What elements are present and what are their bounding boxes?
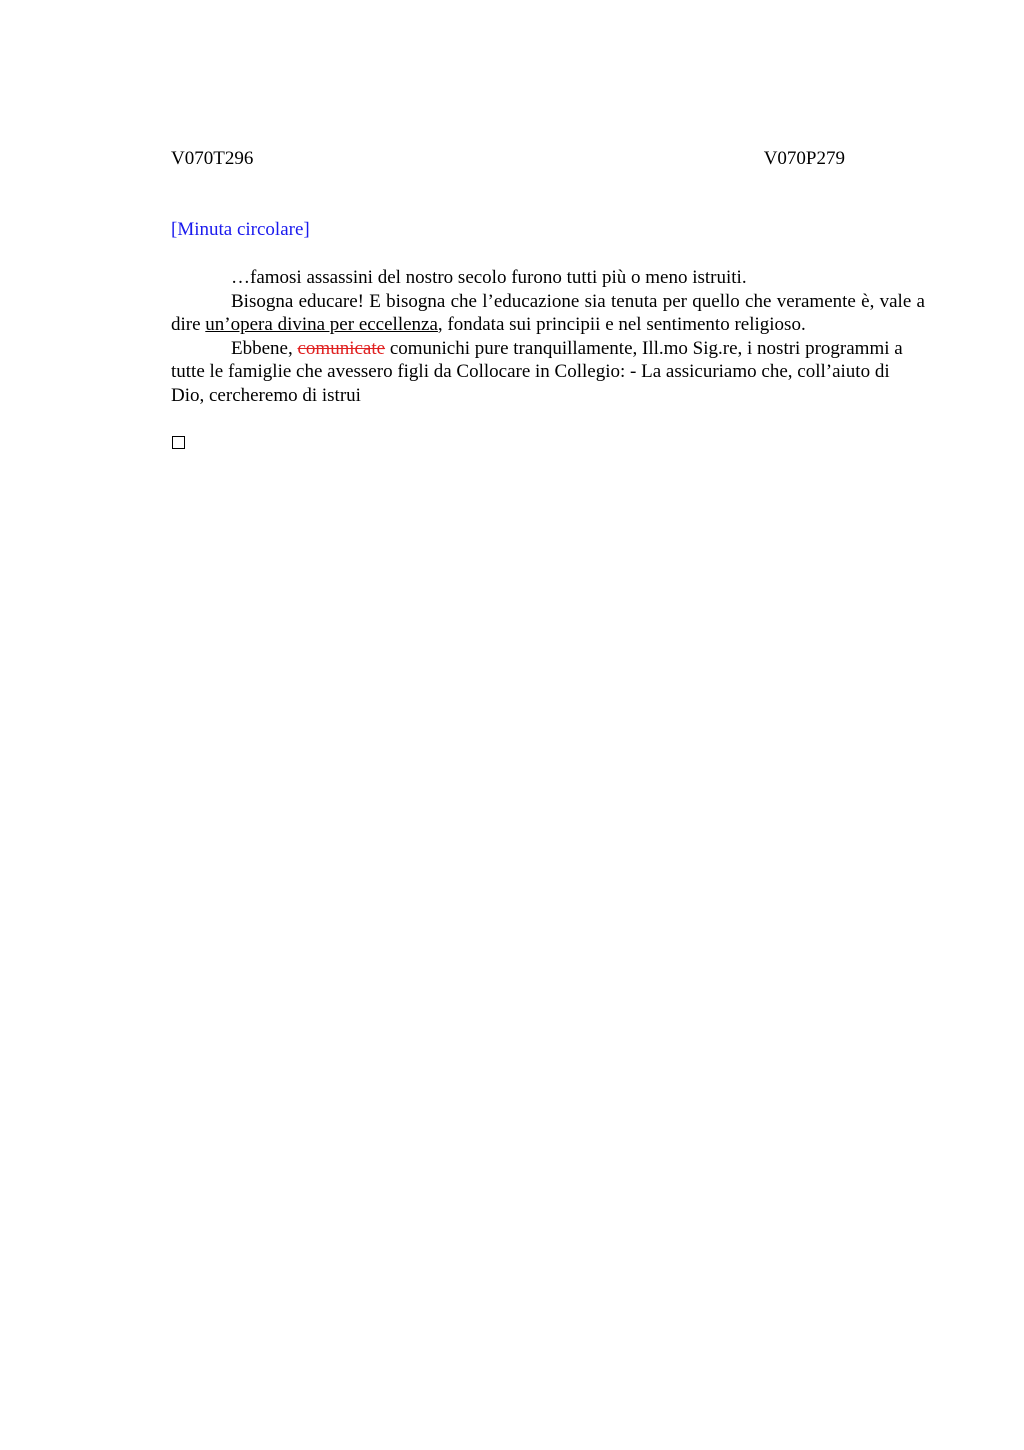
document-title: [Minuta circolare]	[171, 219, 310, 240]
paragraph-1-text: …famosi assassini del nostro secolo furono tutti più o meno istruiti.	[231, 267, 747, 288]
paragraph-3-text-before: Ebbene,	[231, 337, 298, 359]
page-header	[171, 146, 845, 172]
underlined-phrase: un’opera divina per eccellenza	[205, 314, 438, 335]
paragraph-1	[171, 266, 925, 290]
paragraph-3	[171, 337, 925, 408]
paragraph-3-text-after: comunichi pure tranquillamente, Ill.mo Sig.re, i nostri programmi a tutte le famiglie che avessero figli da Collocare in Collegio: - La assicuriamo che, coll’aiuto di Dio, cercheremo di istrui	[171, 337, 903, 406]
document-code-right: V070P279	[763, 148, 845, 169]
struck-through-word: comunicate	[297, 337, 386, 359]
document-code-left: V070T296	[171, 148, 254, 169]
paragraph-2-text-after: , fondata sui principii e nel sentimento religioso.	[437, 314, 806, 335]
paragraph-2-text-before: Bisogna educare! E bisogna che l’educazione sia tenuta per quello che veramente è, vale a dire	[171, 290, 925, 335]
paragraph-2	[171, 290, 925, 337]
document-body	[171, 266, 925, 407]
end-marker-box-icon	[172, 436, 185, 449]
